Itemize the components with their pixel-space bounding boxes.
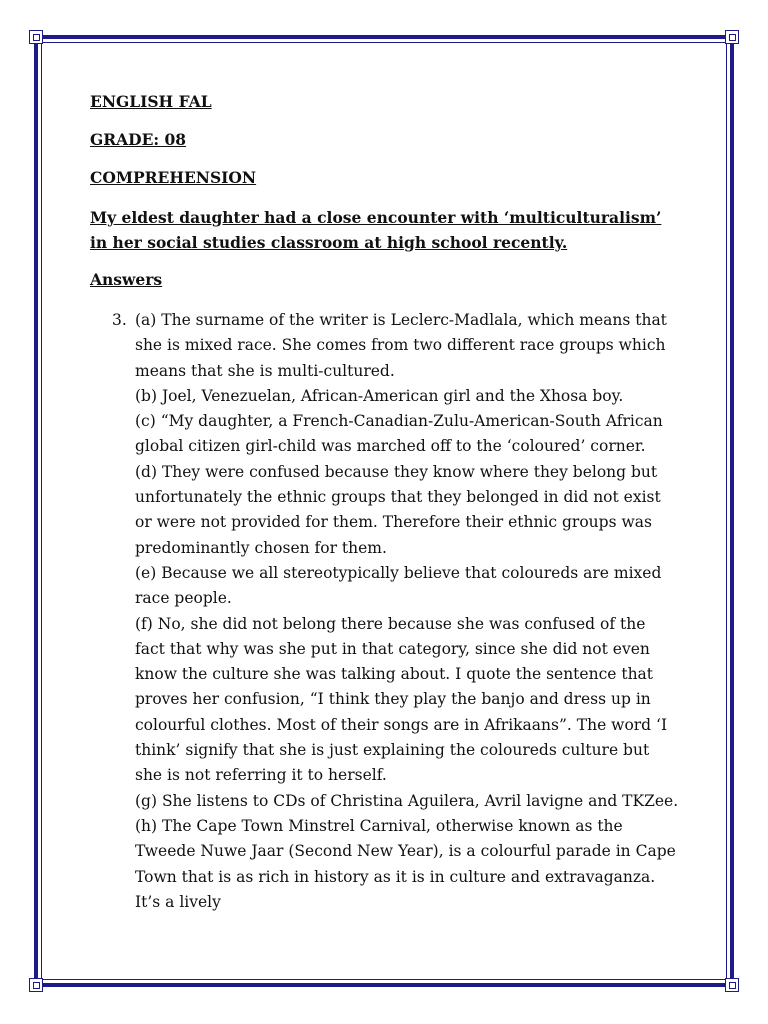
passage-title: My eldest daughter had a close encounter with ‘multiculturalism’ in her social studies classroom at high school recently. (90, 208, 662, 252)
section-heading: COMPREHENSION (90, 168, 257, 187)
question-number: 3. (112, 311, 127, 329)
answer-a: (a) The surname of the writer is Leclerc-Madlala, which means that she is mixed race. She comes from two different race groups which means that she is multi-cultured. (135, 311, 667, 380)
answer-list (135, 308, 680, 915)
answer-g: (g) She listens to CDs of Christina Aguilera, Avril lavigne and TKZee. (135, 791, 679, 810)
answer-d: (d) They were confused because they know where they belong but unfortunately the ethnic groups that they belonged in did not exist or were not provided for them. Therefore their ethnic groups was predominantly chosen for them. (135, 462, 661, 557)
subject-heading: ENGLISH FAL (90, 92, 212, 111)
question-3 (90, 308, 680, 915)
answer-e: (e) Because we all stereotypically believe that coloureds are mixed race people. (135, 563, 662, 608)
answer-c: (c) “My daughter, a French-Canadian-Zulu-American-South African global citizen girl-child was marched off to the ‘coloured’ corner. (135, 412, 663, 456)
answers-heading: Answers (90, 270, 163, 289)
border-corner-ornament (725, 978, 739, 992)
answer-b: (b) Joel, Venezuelan, African-American girl and the Xhosa boy. (135, 386, 624, 405)
border-corner-ornament (29, 30, 43, 44)
document-body (90, 92, 680, 915)
border-corner-ornament (29, 978, 43, 992)
border-corner-ornament (725, 30, 739, 44)
answer-h: (h) The Cape Town Minstrel Carnival, otherwise known as the Tweede Nuwe Jaar (Second New Year), is a colourful parade in Cape Town that is as rich in history as it is in culture and extravaganza. It’s a lively (135, 816, 676, 911)
grade-heading: GRADE: 08 (90, 130, 187, 149)
answer-f: (f) No, she did not belong there because she was confused of the fact that why was she put in that category, since she did not even know the culture she was talking about. I quote the sentence that proves her confusion, “I think they play the banjo and dress up in colourful clothes. Most of their songs are in Afrikaans”. The word ‘I think’ signify that she is just explaining the coloureds culture but she is not referring it to herself. (135, 614, 668, 785)
